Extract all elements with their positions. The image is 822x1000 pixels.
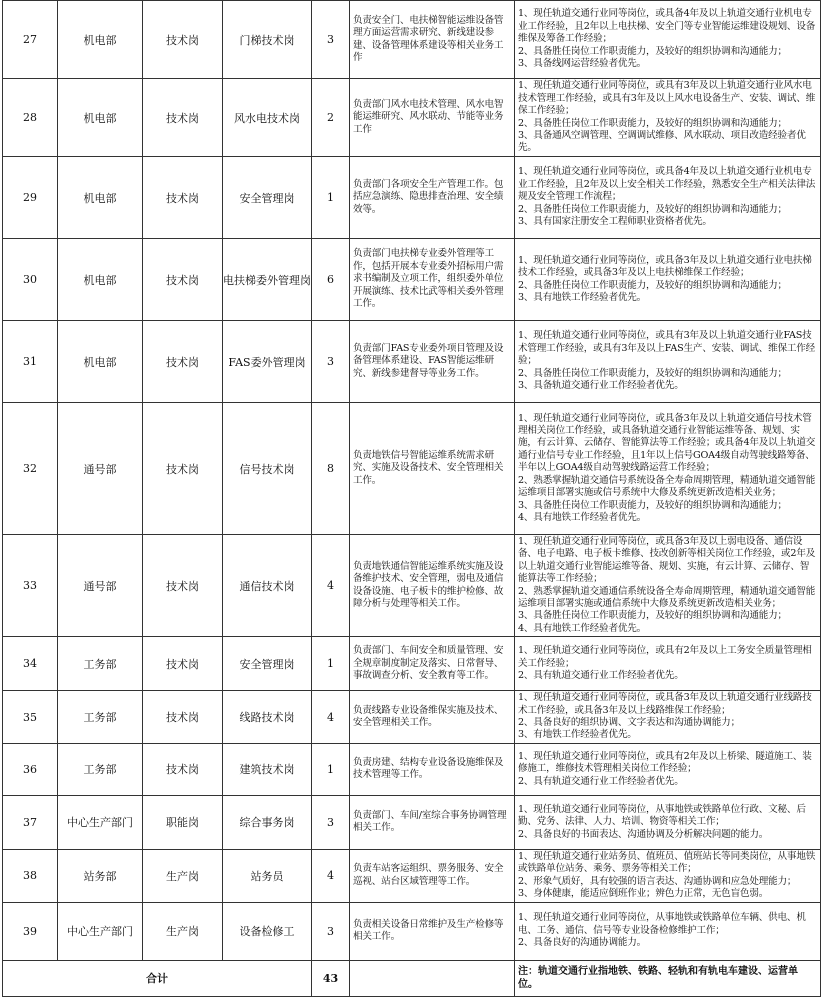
requirement-item: 2、形象气质好，具有较强的语言表达、沟通协调和应急处理能力； [518,875,797,887]
category-cell: 技术岗 [143,691,223,744]
department-cell: 通号部 [58,403,143,535]
department-cell: 机电部 [58,157,143,239]
total-label: 合计 [3,960,312,996]
row-number: 29 [3,157,58,239]
requirement-item: 2、具备良好的书面表达、沟通协调及分析解决问题的能力。 [518,828,769,840]
requirement-item: 1、现任轨道交通行业同等岗位，从事地铁或铁路单位行政、文秘、后勤、党务、法律、人力、培训、物资等相关工作； [518,803,806,828]
requirement-item: 2、熟悉掌握轨道交通通信系统设备全寿命周期管理，精通轨道交通智能运维项目部署实施或通信系统中大修及系统更新改造相关业务； [518,585,816,610]
duty-cell: 负责部门风水电技术管理、风水电智能运维研究、风水联动、节能等业务工作 [350,79,515,157]
requirements-cell [515,795,821,849]
requirement-item: 1、现任轨道交通行业同等岗位，或具备3年及以上轨道交通行业线路技术工作经验，或具备3年及以上线路维保工作经验； [518,692,812,716]
headcount-cell: 1 [312,637,350,691]
category-cell: 技术岗 [143,321,223,403]
total-note: 注：轨道交通行业指地铁、铁路、轻轨和有轨电车建设、运营单位。 [515,960,821,996]
category-cell: 技术岗 [143,1,223,79]
category-cell: 技术岗 [143,535,223,637]
row-number: 39 [3,902,58,960]
category-cell: 生产岗 [143,849,223,902]
department-cell: 机电部 [58,79,143,157]
category-cell: 职能岗 [143,795,223,849]
headcount-cell: 3 [312,795,350,849]
table-row [3,691,821,744]
requirement-item: 1、现任轨道交通行业同等岗位，或具有2年及以上工务安全质量管理相关工作经验； [518,645,812,669]
requirements-cell [515,403,821,535]
requirements-cell [515,743,821,795]
table-row [3,79,821,157]
department-cell: 机电部 [58,239,143,321]
requirement-item: 2、具备胜任岗位工作职责能力，及较好的组织协调和沟通能力； [518,279,787,291]
requirement-item: 3、有地铁工作经验者优先。 [518,729,637,741]
table-row [3,535,821,637]
requirement-item: 1、现任轨道交通行业站务员、值班员、值班站长等同类岗位，从事地铁或铁路单位站务、乘务、票务等相关工作； [518,850,816,875]
requirement-item: 3、具有地铁工作经验者优先。 [518,291,647,303]
requirements-cell [515,535,821,637]
headcount-cell: 6 [312,239,350,321]
requirement-item: 1、现任轨道交通行业同等岗位，或具有3年及以上轨道交通行业风水电技术管理工作经验，或具有3年及以上风水电设备生产、安装、调试、维保工作经验； [518,80,816,117]
table-row [3,849,821,902]
headcount-cell: 3 [312,1,350,79]
requirement-item: 1、现任轨道交通行业同等岗位，或具有3年及以上轨道交通行业FAS技术管理工作经验，或具有3年及以上FAS生产、安装、调试、维保工作经验； [518,330,816,367]
requirement-item: 2、具备胜任岗位工作职责能力，及较好的组织协调和沟通能力； [518,203,787,215]
table-row [3,1,821,79]
department-cell: 通号部 [58,535,143,637]
table-row [3,902,821,960]
requirements-cell [515,691,821,744]
row-number: 31 [3,321,58,403]
category-cell: 生产岗 [143,902,223,960]
total-row [3,960,821,996]
headcount-cell: 2 [312,79,350,157]
requirement-item: 3、具备线网运营经验者优先。 [518,58,647,70]
row-number: 34 [3,637,58,691]
position-cell: 安全管理岗 [223,637,312,691]
requirement-item: 4、具有地铁工作经验者优先。 [518,511,647,523]
department-cell: 中心生产部门 [58,795,143,849]
table-row [3,403,821,535]
requirement-item: 1、现任轨道交通行业同等岗位，或具备3年及以上轨道交通行业电扶梯技术工作经验，或具备3年及以上电扶梯维保工作经验； [518,254,812,279]
requirement-item: 3、具有国家注册安全工程师职业资格者优先。 [518,216,712,228]
duty-cell: 负责相关设备日常维护及生产检修等相关工作。 [350,902,515,960]
headcount-cell: 1 [312,743,350,795]
row-number: 30 [3,239,58,321]
headcount-cell: 3 [312,321,350,403]
requirements-cell [515,79,821,157]
recruitment-table [2,0,821,997]
position-cell: 线路技术岗 [223,691,312,744]
requirement-item: 2、具备良好的组织协调、文字表达和沟通协调能力； [518,717,740,729]
duty-cell: 负责部门各项安全生产管理工作。包括应急演练、隐患排查治理、安全绩效等。 [350,157,515,239]
department-cell: 工务部 [58,743,143,795]
position-cell: 安全管理岗 [223,157,312,239]
row-number: 28 [3,79,58,157]
requirement-item: 2、具备胜任岗位工作职责能力，及较好的组织协调和沟通能力； [518,45,787,57]
duty-cell: 负责部门电扶梯专业委外管理等工作，包括开展本专业委外招标用户需求书编制及立项工作，组织委外单位开展演练、技术比武等相关委外管理工作。 [350,239,515,321]
table-row [3,795,821,849]
table-row [3,157,821,239]
headcount-cell: 4 [312,849,350,902]
department-cell: 中心生产部门 [58,902,143,960]
duty-cell: 负责部门、车间安全和质量管理、安全规章制度制定及落实、日常督导、事故调查分析、安全教育等工作。 [350,637,515,691]
position-cell: 站务员 [223,849,312,902]
requirements-cell [515,849,821,902]
row-number: 27 [3,1,58,79]
row-number: 32 [3,403,58,535]
position-cell: 综合事务岗 [223,795,312,849]
row-number: 35 [3,691,58,744]
row-number: 37 [3,795,58,849]
requirement-item: 1、现任轨道交通行业同等岗位，或具备3年及以上弱电设备、通信设备、电子电路、电子板卡维修、技改创新等相关岗位工作经验，或2年及以上轨道交通行业智能运维等备、规划、实施，有云计算、云储存、智能算法等工作经验； [518,536,816,585]
headcount-cell: 1 [312,157,350,239]
total-count: 43 [312,960,350,996]
requirement-item: 3、具备通风空调管理、空调调试维修、风水联动、项目改造经验者优先。 [518,129,806,154]
department-cell: 工务部 [58,637,143,691]
duty-cell: 负责车站客运组织、票务服务、安全巡视、站台区域管理等工作。 [350,849,515,902]
category-cell: 技术岗 [143,743,223,795]
department-cell: 机电部 [58,321,143,403]
requirements-cell [515,902,821,960]
row-number: 38 [3,849,58,902]
duty-cell: 负责安全门、电扶梯智能运维设备管理方面运营需求研究、新线建设参建、设备管理体系建设等相关业务工作 [350,1,515,79]
requirement-item: 2、具备胜任岗位工作职责能力，及较好的组织协调和沟通能力； [518,367,787,379]
requirement-item: 1、现任轨道交通行业同等岗位，或具有2年及以上桥梁、隧道施工、装修施工，维修技术管理相关岗位工作经验； [518,750,812,775]
requirement-item: 3、具备轨道交通行业工作经验者优先。 [518,380,684,392]
position-cell: 风水电技术岗 [223,79,312,157]
requirement-item: 1、现任轨道交通行业同等岗位，或具备3年及以上轨道交通信号技术管理相关岗位工作经验，或具备轨道交通行业智能运维等备、规划、实施，有云计算、云储存、智能算法等工作经验；或具备4年及以上轨道交通行业信号专业工作经验，且1年以上信号GOA4级自动驾驶线路筹备、半年以上GOA4级自动驾驶线路运营工作经验； [518,412,816,474]
requirement-item: 2、具备胜任岗位工作职责能力，及较好的组织协调和沟通能力； [518,117,787,129]
requirement-item: 2、具有轨道交通行业工作经验者优先。 [518,669,684,681]
requirement-item: 3、具备胜任岗位工作职责能力，及较好的组织协调和沟通能力； [518,610,787,622]
category-cell: 技术岗 [143,239,223,321]
table-row [3,743,821,795]
category-cell: 技术岗 [143,403,223,535]
headcount-cell: 8 [312,403,350,535]
position-cell: 设备检修工 [223,902,312,960]
table-row [3,321,821,403]
requirement-item: 3、身体健康，能适应倒班作业；辨色力正常，无色盲色弱。 [518,888,769,900]
requirement-item: 2、具备良好的沟通协调能力。 [518,937,647,949]
requirement-item: 2、具有轨道交通行业工作经验者优先。 [518,775,684,787]
table-row [3,637,821,691]
duty-cell: 负责地铁信号智能运维系统需求研究、实施及设备技术、安全管理相关工作。 [350,403,515,535]
department-cell: 站务部 [58,849,143,902]
category-cell: 技术岗 [143,79,223,157]
department-cell: 工务部 [58,691,143,744]
headcount-cell: 3 [312,902,350,960]
requirement-item: 3、具备胜任岗位工作职责能力，及较好的组织协调和沟通能力； [518,499,787,511]
requirements-cell [515,321,821,403]
table-body [3,1,821,961]
position-cell: FAS委外管理岗 [223,321,312,403]
requirement-item: 1、现任轨道交通行业同等岗位，或具备4年及以上轨道交通行业机电专业工作经验，且2年以上电扶梯、安全门等专业智能运维建设规划、设备维保及筹备工作经验； [518,8,816,45]
position-cell: 信号技术岗 [223,403,312,535]
requirement-item: 2、熟悉掌握轨道交通信号系统设备全寿命周期管理，精通轨道交通智能运维项目部署实施或信号系统中大修及系统更新改造相关业务； [518,474,816,499]
row-number: 33 [3,535,58,637]
requirement-item: 4、具有地铁工作经验者优先。 [518,622,647,634]
requirement-item: 1、现任轨道交通行业同等岗位，或具备4年及以上轨道交通行业机电专业工作经验，且2年及以上安全相关工作经验，熟悉安全生产相关法律法规及安全管理工作流程； [518,166,816,203]
position-cell: 建筑技术岗 [223,743,312,795]
duty-cell: 负责部门FAS专业委外项目管理及设备管理体系建设、FAS智能运维研究、新线参建督导等业务工作。 [350,321,515,403]
position-cell: 门梯技术岗 [223,1,312,79]
category-cell: 技术岗 [143,157,223,239]
duty-cell: 负责部门、车间/室综合事务协调管理相关工作。 [350,795,515,849]
requirements-cell [515,157,821,239]
requirements-cell [515,239,821,321]
headcount-cell: 4 [312,535,350,637]
duty-cell: 负责线路专业设备维保实施及技术、安全管理相关工作。 [350,691,515,744]
requirements-cell [515,637,821,691]
position-cell: 通信技术岗 [223,535,312,637]
table-row [3,239,821,321]
row-number: 36 [3,743,58,795]
position-cell: 电扶梯委外管理岗 [223,239,312,321]
total-empty-cell [350,960,515,996]
requirement-item: 1、现任轨道交通行业同等岗位，从事地铁或铁路单位车辆、供电、机电、工务、通信、信号等专业设备检修维护工作； [518,912,806,936]
category-cell: 技术岗 [143,637,223,691]
department-cell: 机电部 [58,1,143,79]
headcount-cell: 4 [312,691,350,744]
duty-cell: 负责地铁通信智能运维系统实施及设备维护技术、安全管理，弱电及通信设备设施、电子板卡的维护检修、故障分析与处理等相关工作。 [350,535,515,637]
requirements-cell [515,1,821,79]
duty-cell: 负责房建、结构专业设备设施维保及技术管理等工作。 [350,743,515,795]
